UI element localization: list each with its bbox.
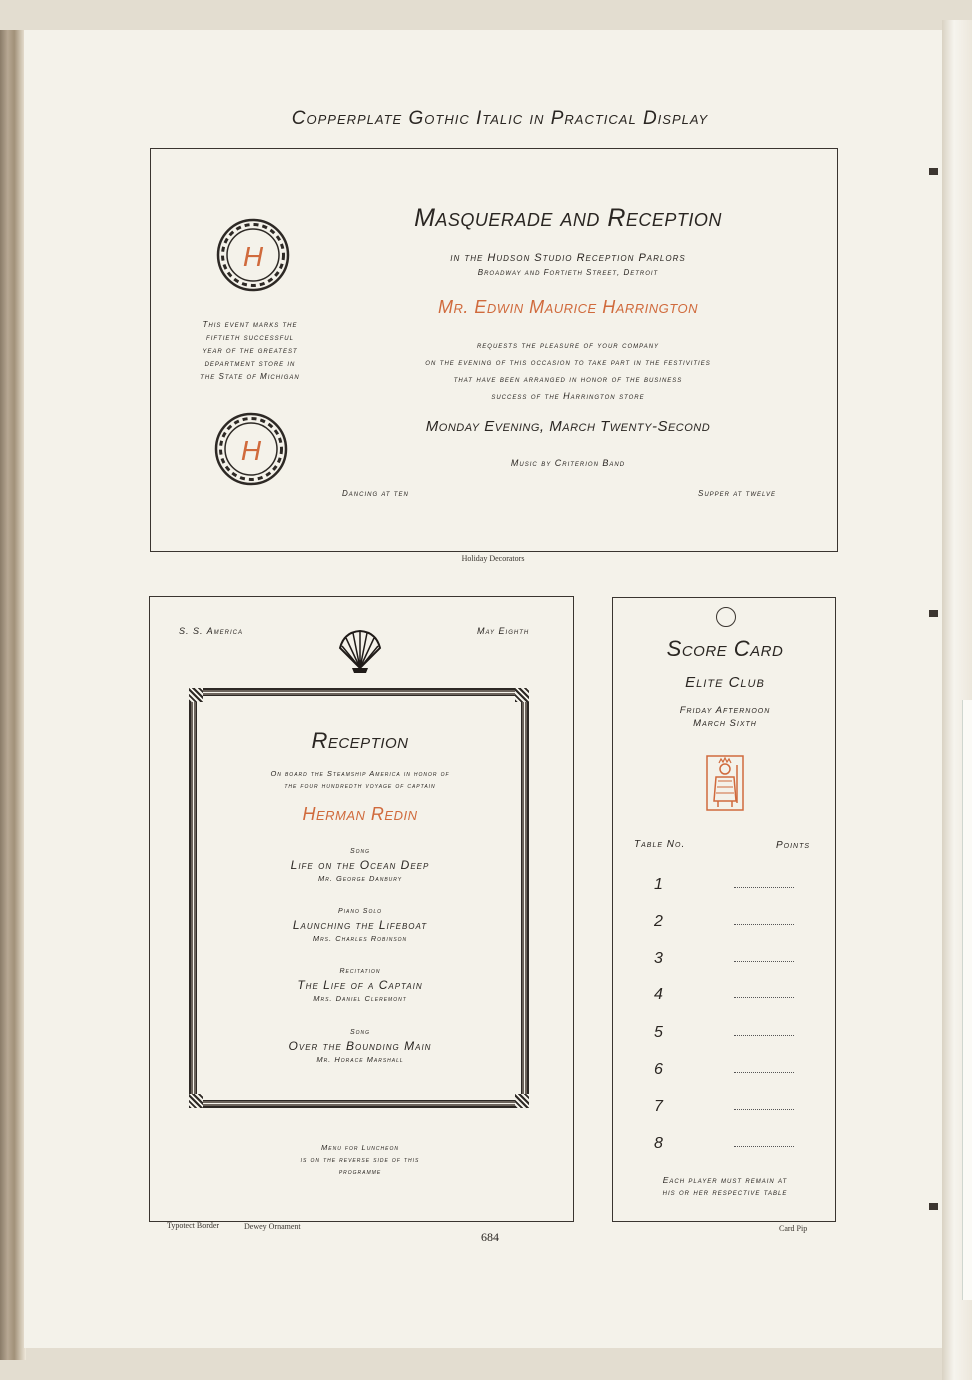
body-line: requests the pleasure of your company — [476, 340, 660, 350]
masquerade-side-note — [180, 318, 320, 383]
col-points-header: Points — [776, 840, 811, 851]
scorecard-footer — [612, 1174, 838, 1198]
credit-typotect-border: Typotect Border — [167, 1221, 220, 1230]
wreath-icon — [214, 216, 292, 294]
program-title: Over the Bounding Main — [288, 1039, 432, 1053]
frame-corner — [189, 688, 203, 702]
credit-dewey-ornament: Dewey Ornament — [244, 1222, 301, 1231]
score-row — [614, 1098, 834, 1118]
program-performer: Mrs. Charles Robinson — [312, 934, 408, 943]
monogram-letter: H — [240, 435, 262, 466]
punch-hole-icon — [716, 607, 736, 627]
scorecard-date: March Sixth — [693, 718, 757, 729]
scorecard-title: Score Card — [666, 636, 784, 661]
intro-line: On board the Steamship America in honor of — [270, 769, 450, 778]
side-line: department store in — [204, 359, 296, 368]
table-number: 7 — [654, 1098, 663, 1115]
side-line: fiftieth successful — [206, 333, 294, 342]
body-line: that have been arranged in honor of the business — [453, 374, 683, 384]
footer-line: Menu for Luncheon — [321, 1143, 399, 1152]
footer-line: programme — [338, 1167, 382, 1176]
scorecard-club: Elite Club — [685, 674, 765, 691]
points-blank[interactable] — [734, 1146, 794, 1147]
program-item — [200, 908, 520, 943]
table-number: 5 — [654, 1024, 663, 1041]
monogram-letter: H — [242, 241, 264, 272]
points-blank[interactable] — [734, 1109, 794, 1110]
table-number: 4 — [654, 986, 663, 1003]
table-number: 2 — [654, 913, 663, 930]
monogram-wreath-bottom — [212, 410, 290, 493]
score-row — [614, 986, 834, 1006]
reception-honoree: Herman Redin — [302, 804, 418, 824]
program-item — [200, 1029, 520, 1064]
program-title: Launching the Lifeboat — [292, 918, 428, 932]
footer-line: is on the reverse side of this — [300, 1155, 420, 1164]
scorecard-day: Friday Afternoon — [679, 705, 771, 716]
table-number: 8 — [654, 1135, 663, 1152]
score-row — [614, 1061, 834, 1081]
side-line: This event marks the — [202, 320, 298, 329]
program-title: The Life of a Captain — [297, 978, 423, 992]
program-item — [200, 848, 520, 883]
frame-corner — [189, 1094, 203, 1108]
page-header: Copperplate Gothic Italic in Practical Display — [291, 108, 709, 129]
program-kind: Song — [349, 848, 371, 855]
page-tab — [929, 168, 938, 175]
masquerade-body — [340, 337, 796, 405]
program-title: Life on the Ocean Deep — [290, 858, 430, 872]
table-number: 6 — [654, 1061, 663, 1078]
masquerade-dancing: Dancing at ten — [342, 489, 409, 498]
frame-corner — [515, 1094, 529, 1108]
score-row — [614, 1024, 834, 1044]
page-number: 684 — [481, 1230, 499, 1244]
masquerade-title: Masquerade and Reception — [414, 204, 722, 232]
table-number: 3 — [654, 950, 663, 967]
points-blank[interactable] — [734, 1072, 794, 1073]
scallop-shell-icon — [336, 628, 384, 674]
points-blank[interactable] — [734, 887, 794, 888]
page-tab — [929, 610, 938, 617]
program-kind: Song — [349, 1029, 371, 1036]
frame-corner — [515, 688, 529, 702]
side-line: the State of Michigan — [200, 372, 300, 381]
side-line: year of the greatest — [202, 346, 298, 355]
program-kind: Recitation — [339, 968, 381, 975]
program-performer: Mr. George Danbury — [317, 874, 403, 883]
monogram-wreath-top — [214, 216, 292, 299]
wreath-icon — [212, 410, 290, 488]
score-row — [614, 913, 834, 933]
table-number: 1 — [654, 876, 663, 893]
page-tab — [929, 1203, 938, 1210]
scorecard-when — [612, 704, 838, 730]
body-line: success of the Harrington store — [491, 391, 645, 401]
program-performer: Mrs. Daniel Cleremont — [313, 994, 407, 1003]
program-kind: Piano Solo — [337, 908, 383, 915]
masquerade-supper: Supper at twelve — [698, 489, 777, 498]
reception-title: Reception — [311, 728, 409, 753]
footer-line: his or her respective table — [662, 1187, 788, 1197]
masquerade-location: in the Hudson Studio Reception Parlors — [450, 252, 686, 264]
card-pip — [706, 755, 744, 816]
points-blank[interactable] — [734, 1035, 794, 1036]
masquerade-music: Music by Criterion Band — [510, 458, 626, 468]
page-edge-strip — [962, 700, 972, 1300]
program-performer: Mr. Horace Marshall — [316, 1055, 404, 1064]
score-row — [614, 876, 834, 896]
score-row — [614, 950, 834, 970]
points-blank[interactable] — [734, 924, 794, 925]
masquerade-address: Broadway and Fortieth Street, Detroit — [477, 268, 659, 277]
shell-ornament — [336, 628, 384, 679]
points-blank[interactable] — [734, 997, 794, 998]
body-line: on the evening of this occasion to take part in the festivities — [425, 357, 711, 367]
intro-line: the four hundredth voyage of captain — [284, 781, 436, 790]
reception-ship: S. S. America — [179, 626, 244, 636]
footer-line: Each player must remain at — [662, 1175, 788, 1185]
program-item — [200, 968, 520, 1003]
book-spine — [0, 30, 26, 1360]
masquerade-date: Monday Evening, March Twenty-Second — [425, 418, 711, 435]
reception-intro — [200, 768, 520, 792]
reception-date: May Eighth — [477, 626, 530, 636]
king-card-icon — [706, 755, 744, 811]
credit-card-pip: Card Pip — [779, 1224, 808, 1233]
credit-holiday-decorators: Holiday Decorators — [461, 554, 525, 563]
points-blank[interactable] — [734, 961, 794, 962]
masquerade-host: Mr. Edwin Maurice Harrington — [438, 297, 698, 317]
col-table-header: Table No. — [634, 839, 686, 850]
reception-footer — [200, 1142, 520, 1178]
score-row — [614, 1135, 834, 1155]
